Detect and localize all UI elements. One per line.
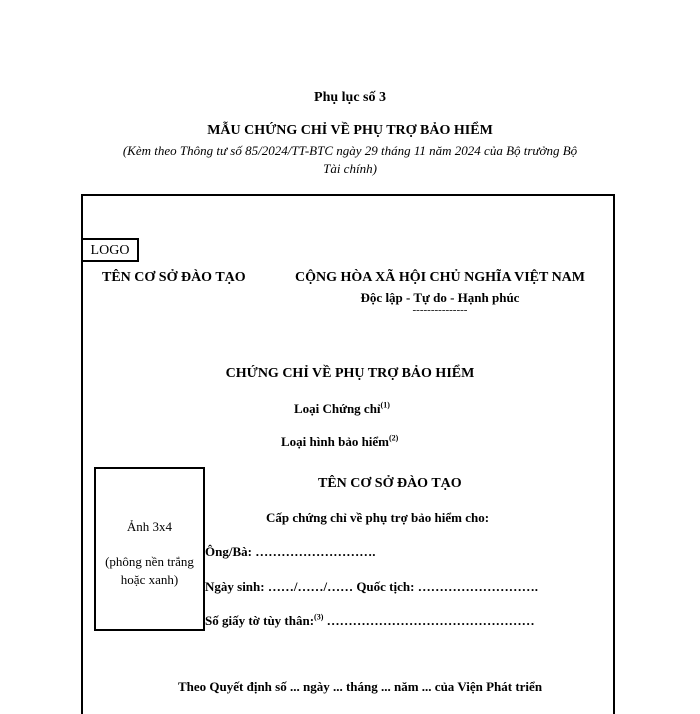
photo-size-label: Ảnh 3x4 <box>126 519 173 534</box>
id-document-label: Số giấy tờ tùy thân: <box>205 613 315 628</box>
national-motto: Độc lập - Tự do - Hạnh phúc <box>360 290 520 305</box>
photo-placeholder <box>94 467 205 631</box>
institution-name-center: TÊN CƠ SỞ ĐÀO TẠO <box>318 476 462 491</box>
photo-note-line1: (phông nền trắng <box>105 554 194 569</box>
id-document-footnote: (3) <box>314 612 324 622</box>
appendix-label: Phụ lục số 3 <box>314 90 386 105</box>
institution-name-left: TÊN CƠ SỞ ĐÀO TẠO <box>102 270 246 285</box>
national-title: CỘNG HÒA XÃ HỘI CHỦ NGHĨA VIỆT NAM <box>294 270 585 285</box>
grant-line: Cấp chứng chỉ về phụ trợ bảo hiểm cho: <box>266 510 490 525</box>
certificate-type-footnote: (1) <box>380 400 390 410</box>
id-document-dots: ………………………………………… <box>323 613 535 628</box>
holder-name-line: Ông/Bà: ………………………. <box>205 544 376 559</box>
form-subtitle-line1: (Kèm theo Thông tư số 85/2024/TT-BTC ngày 29 tháng 11 năm 2024 của Bộ trưởng Bộ <box>122 143 578 158</box>
certificate-type <box>294 401 390 417</box>
form-subtitle-line2: Tài chính) <box>323 161 377 176</box>
motto-rule: --------------- <box>412 304 468 316</box>
logo-placeholder: LOGO <box>81 238 139 262</box>
insurance-type-label: Loại hình bảo hiểm <box>281 434 390 449</box>
insurance-type-footnote: (2) <box>389 433 399 443</box>
dob-nationality-line: Ngày sinh: ……/……/…… Quốc tịch: ………………………. <box>205 579 538 594</box>
form-title: MẪU CHỨNG CHỈ VỀ PHỤ TRỢ BẢO HIỂM <box>207 123 493 138</box>
certificate-type-label: Loại Chứng chỉ <box>294 401 381 416</box>
insurance-type <box>281 434 398 450</box>
certificate-title: CHỨNG CHỈ VỀ PHỤ TRỢ BẢO HIỂM <box>225 366 475 381</box>
decision-line: Theo Quyết định số ... ngày ... tháng ... năm ... của Viện Phát triển <box>178 679 543 694</box>
id-document-line <box>205 613 535 629</box>
photo-note-line2: hoặc xanh) <box>120 572 179 587</box>
